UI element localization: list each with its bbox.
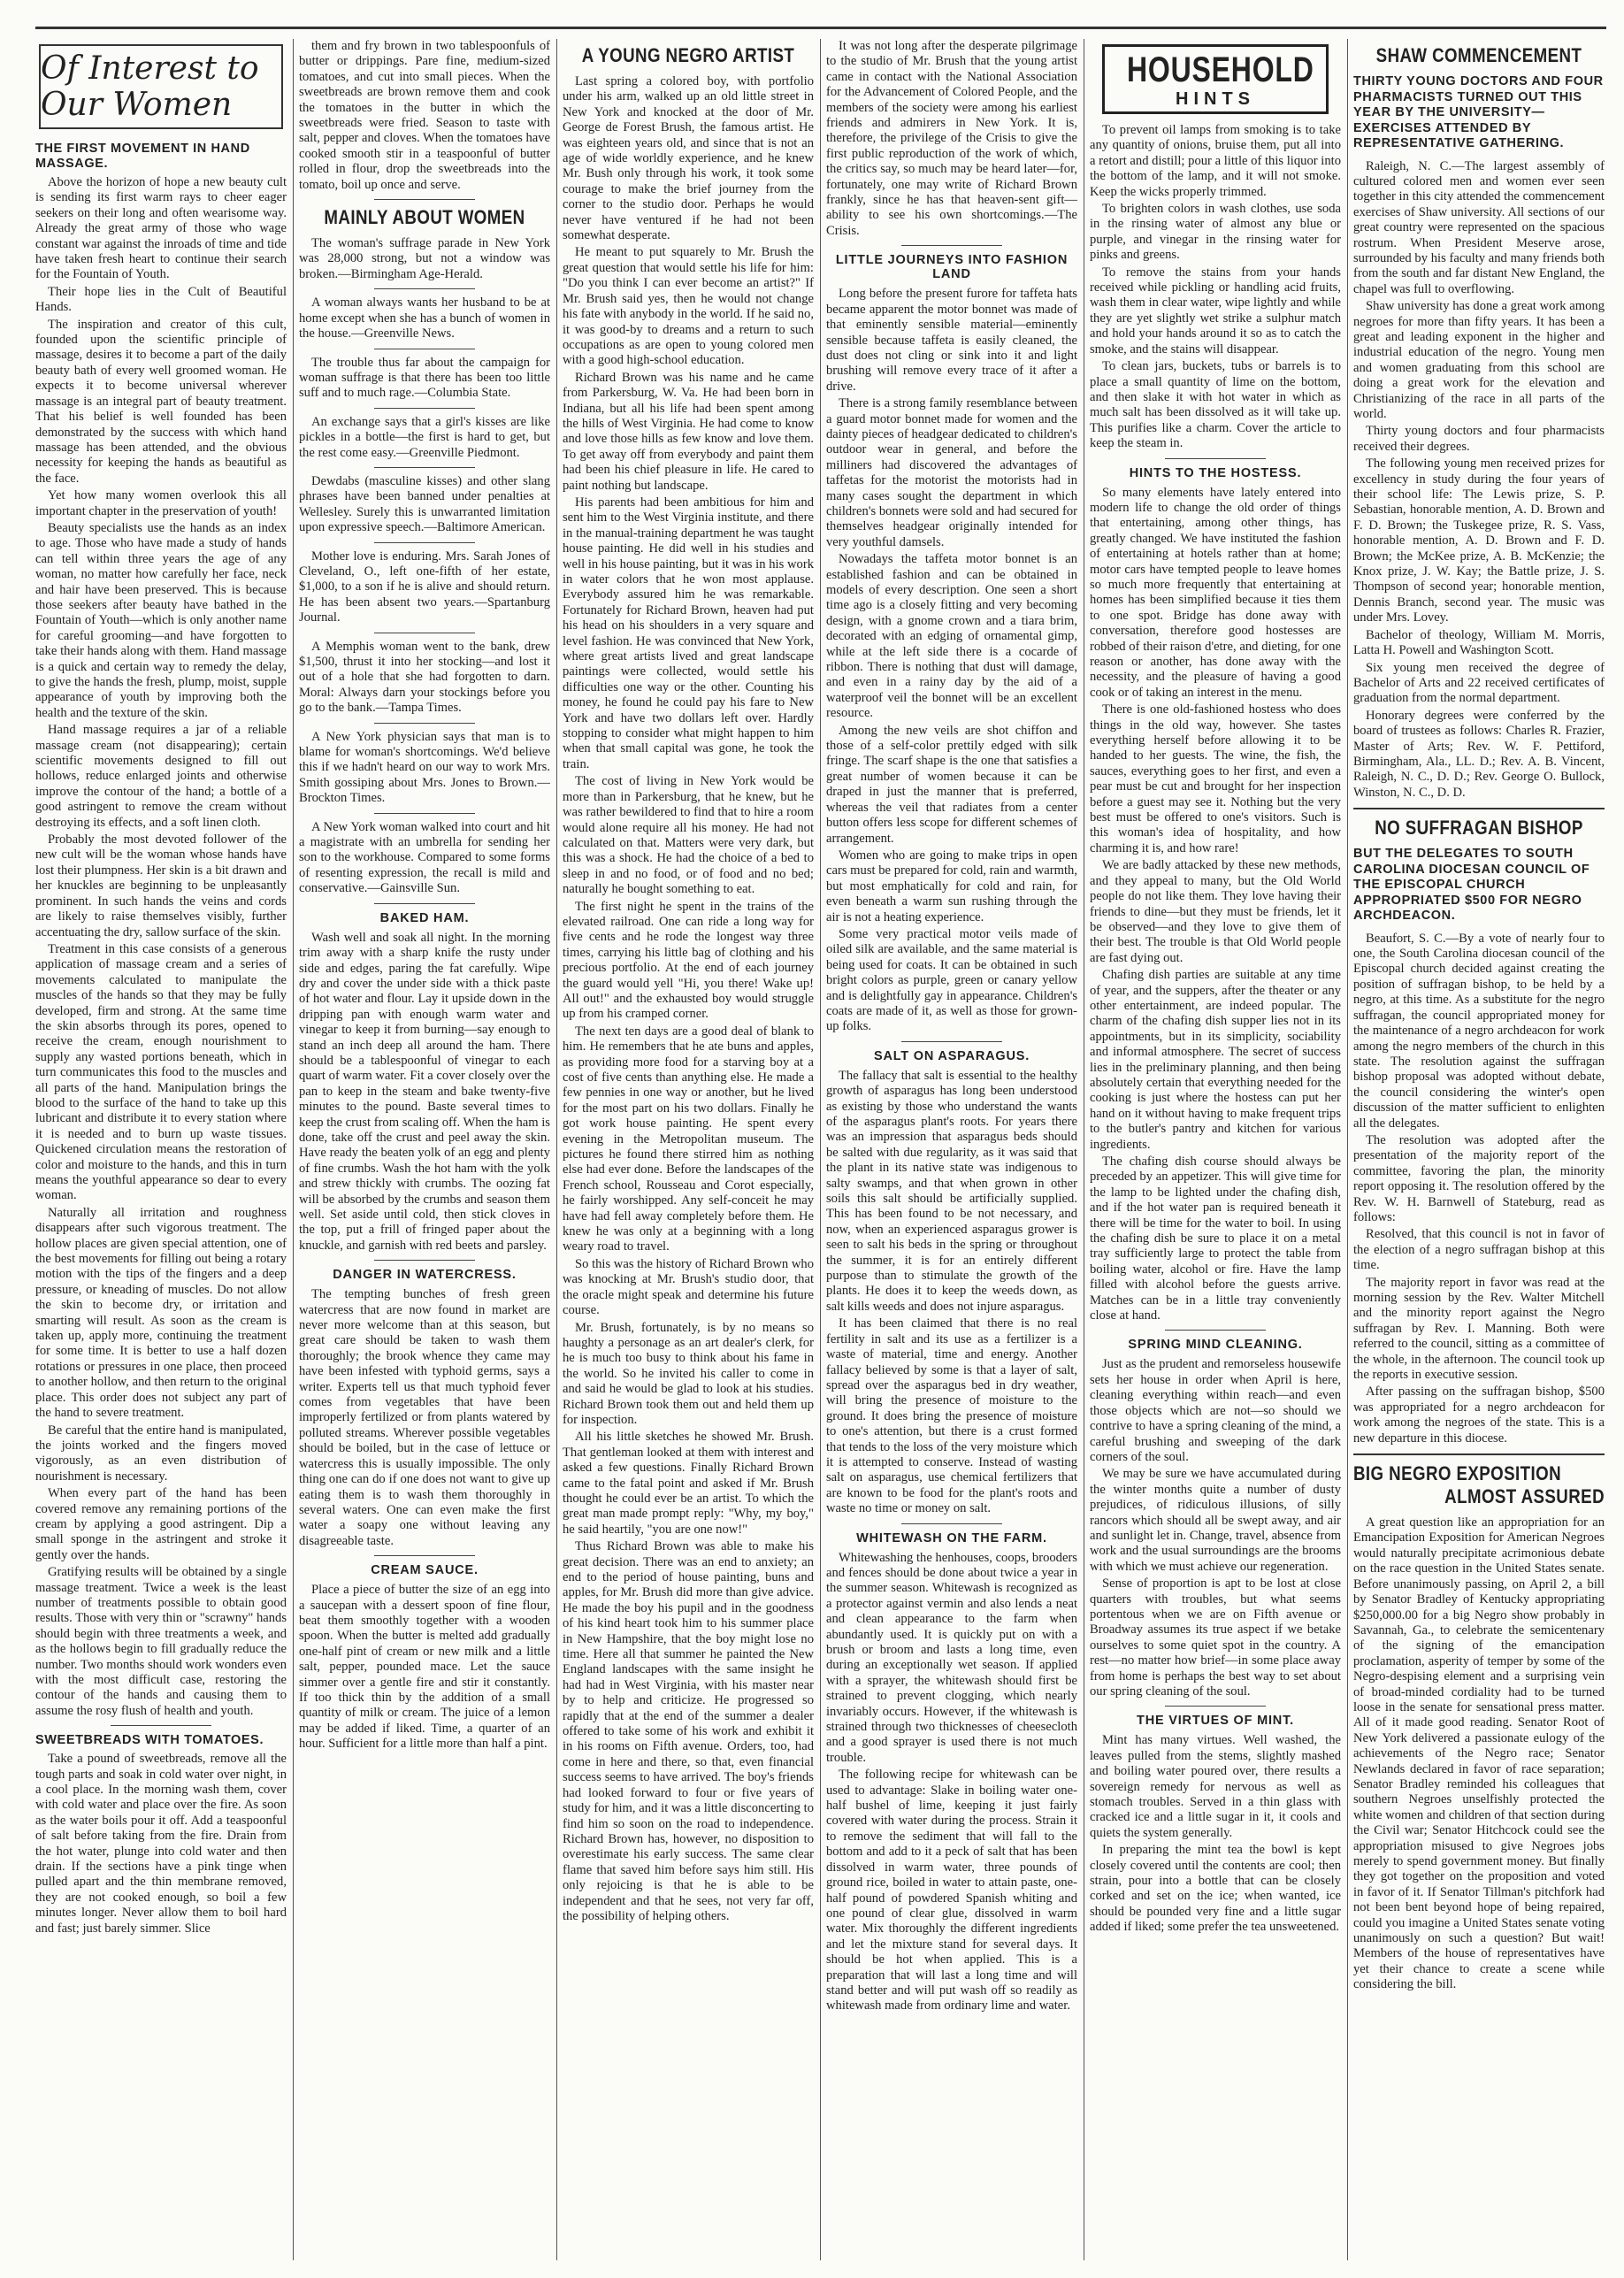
divider <box>1353 808 1605 809</box>
paragraph: Last spring a colored boy, with portfolio under his arm, walked up an old little street in New York and knocked at the door of Mr. George de Forest Brush, the famous artist. He was eighteen years old, and since that is not an age of wide worldly experience, and he knew Mr. Bush only through his work, it took some courage to make the brief journey from the corner to the studio door. Perhaps he would never have ventured if he had not been somewhat desperate. <box>563 74 814 243</box>
paragraph: To remove the stains from your hands received while pickling or handling acid fruits, wash them in clear water, wipe lightly and while they are yet slightly wet strike a sulphur match and hold your hands around it so as to catch the smoke, and the stains will disappear. <box>1090 265 1341 357</box>
item-divider <box>374 542 475 543</box>
paragraph: A woman always wants her husband to be at home except when she has a bunch of women in the house.—Greenville News. <box>299 295 550 341</box>
paragraph: The tempting bunches of fresh green watercress that are now found in market are never more welcome than at this season, but great care should be taken to wash them thoroughly; the brook whence they came may have been infested with typhoid germs, says a writer. Experts tell us that much typhoid fever comes from vegetables that have been improperly fertilized or from plants watered by polluted streams. Wherever possible vegetables should be boiled, but in the case of lettuce or watercress this is usually impossible. The only thing one can do if one does not want to give up eating them is to wash them thoroughly in several waters. One can even make the first water a soapy one without leaving any disagreeable taste. <box>299 1287 550 1548</box>
column-rule <box>293 39 294 2260</box>
paragraph: The resolution was adopted after the presentation of the majority report of the committee, favoring the plan, the minority report opposing it. The resolution offered by the Rev. W. H. Barnwell of Stateburg, read as follows: <box>1353 1132 1605 1224</box>
artist-continued <box>826 39 1077 239</box>
women-banner <box>39 44 283 129</box>
cream-sauce-body <box>299 1583 550 1752</box>
paragraph: Whitewashing the henhouses, coops, brooders and fences should be done about twice a year in the summer season. Whitewash is recognized as a protector against vermin and also lends a neat and clean appearance to the farm when abundantly used. It is quickly put on with a brush or broom and lasts a long time, even during an exceptionally wet season. If applied with a sprayer, the whitewash should first be strained to prevent clogging, which nearly invariably occurs. However, if the whitewash is strained through two thicknesses of cheesecloth and a good sprayer is used there is not much trouble. <box>826 1550 1077 1765</box>
item-divider <box>374 467 475 468</box>
paragraph: Shaw university has done a great work among negroes for more than fifty years. It has been a great and leading exponent in the higher and industrial education of the negro. Young men and women graduating from this school are doing a great work for the elevation and Christianizing of the race in all parts of the world. <box>1353 299 1605 421</box>
paragraph: A New York physician says that man is to blame for woman's shortcomings. We'd believe this if we hadn't heard on our way to work Mrs. Smith gossiping about Mrs. Jones to Brown.—Brockton Times. <box>299 729 550 806</box>
exposition-body <box>1353 1515 1605 1993</box>
paragraph: Treatment in this case consists of a generous application of massage cream and a series of movements calculated to manipulate the muscles of the hands so that they may be fully developed, firm and strong. At the same time the skin absorbs through its pores, opened to receive the cream, enough nourishment to supply any wasted portions beneath, which in turn communicates this food to the muscles and all parts of the hand. Manipulation brings the blood to the surface of the hand to take up this lubricant and distribute it to every station where it is needed and to burn up waste tissues. Quickened circulation means the restoration of color and moisture to the hands, and this in turn means the youthful appearance so dear to every woman. <box>35 941 287 1203</box>
paragraph: Richard Brown was his name and he came from Parkersburg, W. Va. He had been born in Indiana, but all his life had been spent among the hills of West Virginia. He had come to know and love those hills as few know and love them. To get away off from everybody and paint them had been his chief pleasure in life. He cared to paint nothing but landscape. <box>563 370 814 493</box>
paragraph: The majority report in favor was read at the morning session by the Rev. Walter Mitchell and the minority report against the Negro suffragan by Rev. I. Manning. Both were referred to the council, sitting as a committee of the whole, in the afternoon. The council took up the reports in executive session. <box>1353 1275 1605 1383</box>
paragraph: The fallacy that salt is essential to the healthy growth of asparagus has long been understood as existing by those who understand the wants of the asparagus plant's roots. For years there was an impression that asparagus beds should be salted with due regularity, as it was said that the plant in its native state was indigenous to salty swamps, and that when grown in other soils this salt should be artificially supplied. This has been found to be not necessary, and now, when an experienced asparagus grower is seen to salt his beds in the spring or throughout the summer, it is for an entirely different purpose than to stimulate the growth of the plants. He does it to keep the weeds down, as salt kills weeds and does not injure asparagus. <box>826 1068 1077 1314</box>
paragraph: A great question like an appropriation for an Emancipation Exposition for American Negroes would naturally precipitate acrimonious debate on the race question in the United States senate. Before unanimously passing, on April 2, a bill by Senator Bradley of Kentucky appropriating $250,000.00 for a big Negro show probably in Savannah, Ga., to celebrate the semicentenary of the signing of the emancipation proclamation, asperity of temper by some of the Negro-despising element and a surprising vein of broad-minded cordiality had to be turned loose in the senate for sensational press matter. All of it made good reading. Senator Root of New York delivered a passionate eulogy of the achievements of the Negro race; Senator Newlands declared in favor of race separation; Senator Bradley reminded his colleagues that southern Negroes unselfishly protected the white women and children of that section during the Civil war; Senator Hitchcock could see the appropriation misused to give Negroes jobs merely to spend government money. But finally they got together on the proposition and voted in favor of it. If Senator Tillman's pitchfork had not been bent beyond hope of being repaired, could you imagine a United States senate voting unanimously on such a question? But wait! Members of the house of representatives have yet their chance to create a scene while considering the bill. <box>1353 1515 1605 1992</box>
suffragan-bishop-title: NO SUFFRAGAN BISHOP <box>1375 817 1583 840</box>
paragraph: Six young men received the degree of Bachelor of Arts and 22 received certificates of graduation from the normal department. <box>1353 660 1605 706</box>
divider <box>374 199 475 200</box>
baked-ham-body <box>299 931 550 1254</box>
paragraph: When every part of the hand has been covered remove any remaining portions of the cream by applying a good astringent. Dip a small sponge in the astringent and stroke it gently over the hands. <box>35 1486 287 1562</box>
divider <box>1353 1453 1605 1455</box>
watercress-title: DANGER IN WATERCRESS. <box>333 1268 517 1283</box>
paragraph: Resolved, that this council is not in favor of the election of a negro suffragan bishop at this time. <box>1353 1227 1605 1273</box>
column-rule <box>820 39 821 2260</box>
paragraph: Long before the present furore for taffeta hats became apparent the motor bonnet was made of that eminently sensible material—eminently sensible because taffeta is easily cleaned, the dust does not cling or sink into it and light brushing will remove every trace of it after a drive. <box>826 287 1077 394</box>
divider <box>1165 1330 1266 1331</box>
household-hints-banner <box>1102 44 1329 114</box>
exposition-title-line2: ALMOST ASSURED <box>1444 1485 1605 1508</box>
column-rule <box>1347 39 1348 2260</box>
paragraph: Take a pound of sweetbreads, remove all the tough parts and soak in cold water over night, in a cool place. In the morning wash them, cover with cold water and place over the fire. As soon as the water boils pour it off. Add a teaspoonful of salt before taking from the fire. Drain from the hot water, plunge into cold water and then drain. If the sections have a pink tinge when pulled apart and the thin membrane removed, they are not cooked enough, so boil a few minutes longer. Never allow them to boil hard and fast; just barely simmer. Slice <box>35 1752 287 1936</box>
fashion-land-body <box>826 287 1077 1035</box>
women-banner-text: Of Interest to Our Women <box>41 50 259 123</box>
paragraph: So this was the history of Richard Brown who was knocking at Mr. Brush's studio door, that the oracle might speak and determine his future course. <box>563 1256 814 1318</box>
paragraph: Bachelor of theology, William M. Morris, Latta H. Powell and Washington Scott. <box>1353 627 1605 658</box>
paragraph: Raleigh, N. C.—The largest assembly of cultured colored men and women ever seen together in this city attended the commencement exercises of Shaw university. All sections of our great country were represented on the spacious rostrum. When President Meserve arose, surrounded by his faculty and many friends both from the south and far distant New England, the chapel was full to overflowing. <box>1353 158 1605 296</box>
column-2 <box>299 39 550 2260</box>
divider <box>1165 1706 1266 1707</box>
column-4 <box>826 39 1077 2260</box>
shaw-commencement-title: SHAW COMMENCEMENT <box>1375 44 1582 66</box>
paragraph: Thirty young doctors and four pharmacists received their degrees. <box>1353 424 1605 454</box>
paragraph: To prevent oil lamps from smoking is to take any quantity of onions, bruise them, put all into a retort and distill; pour a little of this liquor into the bottom of the lamp, and it will not smoke. Keep the wicks properly trimmed. <box>1090 123 1341 199</box>
paragraph: The chafing dish course should always be preceded by an appetizer. This will give time for the lamp to be lighted under the chafing dish, and if the hot water pan is required beneath it there will be time for the water to boil. In using the chafing dish be sure to place it on a metal tray sufficiently large to protect the table from boiling water, alcohol or fire. Have the lamp filled with alcohol before the guests arrive. Matches can be in a little tray conveniently close at hand. <box>1090 1154 1341 1323</box>
paragraph: Thus Richard Brown was able to make his great decision. There was an end to anxiety; an end to the period of house painting, buns and apples, for Mr. Brush did more than give advice. He made the boy his pupil and in the goodness of his kind heart took him to his summer place in New Hampshire, that the boy might lose no time. Here all that summer he painted the New England landscapes with the same insight he had had in West Virginia, with his master near by to help and criticize. He progressed so rapidly that at the end of the summer a dealer offered to take some of his work and exhibit it in his rooms on Fifth avenue. Orders, too, had come in here and there, so that, even financial success seems to have arrived. The boy's friends had looked forward to four or five years of study for him, and it was a little disconcerting to find him so soon on the road to independence. Richard Brown has, however, no disposition to overestimate his early success. The same clear flame that saved him before says him still. His only rejoicing is that he is able to be independent and that he sees, not very far off, the possibility of helping others. <box>563 1539 814 1923</box>
paragraph: A New York woman walked into court and hit a magistrate with an umbrella for sending her son to the workhouse. Compared to some forms of resenting expression, the recall is mild and conservative.—Gainsville Sun. <box>299 819 550 896</box>
paragraph: Just as the prudent and remorseless housewife sets her house in order when April is here, cleaning everything within reach—and even those objects which are not—so should we contrive to have a spring cleaning of the mind, a careful brushing and sweeping of the dark corners of the soul. <box>1090 1357 1341 1464</box>
hand-massage-body <box>35 175 287 1719</box>
paragraph: Be careful that the entire hand is manipulated, the joints worked and the fingers moved vigorously, as an even distribution of nourishment is necessary. <box>35 1423 287 1484</box>
divider <box>901 1041 1002 1042</box>
paragraph: In preparing the mint tea the bowl is kept closely covered until the contents are cool; then strain, pour into a bottle that can be closely corked and set on the ice; when wanted, ice should be pounded very fine and a little sugar added if liked; some prefer the tea unsweetened. <box>1090 1843 1341 1935</box>
whitewash-body <box>826 1551 1077 2014</box>
young-negro-artist-title: A YOUNG NEGRO ARTIST <box>581 44 795 66</box>
exposition-title-line1: BIG NEGRO EXPOSITION <box>1353 1462 1562 1485</box>
paragraph: There is one old-fashioned hostess who does things in the old way, however. She tastes everything herself before allowing it to be handed to her guests. The wine, the fish, the sauces, everything goes to her first, and even a pear must be cut and brought for her inspection before a guest may see it. Nothing but the very best must be offered to one's visitors. Such is this woman's idea of hospitality, and how charming it is, and how rare! <box>1090 702 1341 855</box>
paragraph: A Memphis woman went to the bank, drew $1,500, thrust it into her stocking—and lost it out of a hole that she had forgotten to darn. Moral: Always darn your stockings before you go to the bank.—Tampa Times. <box>299 639 550 716</box>
paragraph: The trouble thus far about the campaign for woman suffrage is that there has been too little suff and to much rage.—Columbia State. <box>299 355 550 401</box>
shaw-body <box>1353 159 1605 802</box>
paragraph: Their hope lies in the Cult of Beautiful Hands. <box>35 284 287 315</box>
paragraph: them and fry brown in two tablespoonfuls of butter or drippings. Pare fine, medium-sized tomatoes, and cut into small pieces. When the sweetbreads are brown remove them and cook the tomatoes in the butter in which the sweetbreads were fried. Season to taste with salt, pepper and cloves. When the tomatoes have cooked smooth stir in a teaspoonful of butter rolled in flour, drop the sweetbreads into the tomato, boil up once and serve. <box>299 39 550 192</box>
divider <box>374 1260 475 1261</box>
paragraph: Mother love is enduring. Mrs. Sarah Jones of Cleveland, O., left one-fifth of her estate, $1,000, to a son if he is alive and should return. He has been absent two years.—Spartanburg Journal. <box>299 548 550 625</box>
paragraph: Gratifying results will be obtained by a single massage treatment. Twice a week is the least number of treatments possible to obtain good results. Those with very thin or "scrawny" hands should begin with three treatments a week, and as the hollows begin to fill gradually reduce the number. Two months should work wonders even with the most difficult case, restoring the contour of the hands and causing them to assume the rosy flush of health and youth. <box>35 1565 287 1718</box>
item-divider <box>374 723 475 724</box>
column-rule <box>556 39 557 2260</box>
paragraph: His parents had been ambitious for him and sent him to the West Virginia institute, and there in the manual-training department he was taught house painting. He did well in his studies and well in his house painting, but it was in his work in water colors that he won most applause. Everybody assured him he was remarkable. Fortunately for Richard Brown, heaven had put his head on his shoulders in a very square and level fashion. He was convinced that New York, where great artists lived and great landscape paintings were collected, would settle his difficulties one way or the other. Counting his money, he found he could pay his fare to New York and have two dollars left over. Hardly stopping to consider what might happen to him when that small capital was gone, he took the train. <box>563 495 814 771</box>
divider <box>374 1555 475 1556</box>
paragraph: Honorary degrees were conferred by the board of trustees as follows: Charles R. Frazier, Master of Arts; Rev. W. F. Pettiford, Birmingham, Ala., LL. D.; Rev. A. B. Vincent, Raleigh, N. C., D. D.; Rev. George O. Bullock, Winston, N. C., D. D. <box>1353 708 1605 800</box>
shaw-deck: THIRTY YOUNG DOCTORS AND FOUR PHARMACISTS TURNED OUT THIS YEAR BY THE UNIVERSITY—EXERCISES ATTENDED BY REPRESENTATIVE GATHERING. <box>1353 74 1604 150</box>
divider <box>374 903 475 904</box>
paragraph: We are badly attacked by these new methods, and they appeal to many, but the Old World people do not like them. They love having their friends to dine—but they must be friends, let it be observed—and they love to give them of their best. The trouble is that Old World people are fast dying out. <box>1090 858 1341 965</box>
hostess-body <box>1090 486 1341 1324</box>
mint-body <box>1090 1733 1341 1935</box>
paragraph: He meant to put squarely to Mr. Brush the great question that would settle his life for him: "Do you think I can ever become an artist?" If Mr. Brush said yes, then he would not change his fate with anybody in the world. If he said no, it was good-by to dreams and a return to such occupations as are open to young colored men with a good high-school education. <box>563 245 814 368</box>
item-divider <box>374 408 475 409</box>
paragraph: Mr. Brush, fortunately, is by no means so haughty a personage as an art dealer's clerk, for he is much too busy to think about his fame in the world. So he invited his caller to come in and said he would be glad to look at his studies. Richard Brown took them out and held them up for inspection. <box>563 1320 814 1427</box>
paragraph: Naturally all irritation and roughness disappears after such vigorous treatment. The hollow places are given special attention, one of the best movements for filling out being a rotary motion with the tips of the fingers and a deep pressure, or kneading of muscles. Do not allow the skin to become dry, or irritation and smarting will result. As soon as the cream is taken up, apply more, continuing the treatment for some time. It is better to use a half dozen rotations or pressures in one place, then proceed to another hollow, and then return to the original place. This order does not subject any part of the hand to severe treatment. <box>35 1205 287 1421</box>
paragraph: It was not long after the desperate pilgrimage to the studio of Mr. Brush that the young artist came in contact with the National Association for the Advancement of Colored People, and the members of the society were among his earliest friends and admirers in New York. It is, therefore, the privilege of the Crisis to give the first public reproduction of the work of which, the critics say, so much may be heard later—for, fortunately, one may write of Richard Brown frankly, since he has that heaven-sent gift—ability to see his own shortcomings.—The Crisis. <box>826 39 1077 238</box>
paragraph: Women who are going to make trips in open cars must be prepared for cold, rain and warmth, but most emphatically for cold and rain, for even beneath a warm sun rushing through the air is not a heating experience. <box>826 848 1077 924</box>
young-negro-artist-body <box>563 74 814 1924</box>
paragraph: Sense of proportion is apt to be lost at close quarters with troubles, but what seems portentous when we are on Fifth avenue or Broadway assumes its true aspect if we betake ourselves to some quiet spot in the country. A rest—no matter how brief—in some place away from home is perhaps the best way to set about our spring cleaning of the soul. <box>1090 1576 1341 1699</box>
item-divider <box>374 813 475 814</box>
sweetbreads-body <box>35 1752 287 1937</box>
column-6 <box>1353 39 1605 2260</box>
top-rule <box>35 27 1606 29</box>
mainly-about-women-body <box>299 236 550 897</box>
hints-word: HINTS <box>1176 89 1255 109</box>
baked-ham-title: BAKED HAM. <box>379 910 470 925</box>
household-word: HOUSEHOLD <box>1127 50 1314 89</box>
paragraph: Beaufort, S. C.—By a vote of nearly four to one, the South Carolina diocesan council of the Episcopal church decided against creating the position of suffragan bishop, to be held by a negro, at this time. As a substitute for the negro suffragan, the council appropriated money for the maintenance of a negro archdeacon for work among the negro members of the church in this state. The resolution against the suffragan bishop proposal was adopted without debate, the council considering the winter's open discussion of the matter sufficient to enlighten all the delegates. <box>1353 931 1605 1131</box>
paragraph: To brighten colors in wash clothes, use soda in the rinsing water of almost any blue or purple, and vinegar in the rinsing water for pinks and greens. <box>1090 202 1341 263</box>
sweetbreads-title: SWEETBREADS WITH TOMATOES. <box>35 1733 264 1748</box>
paragraph: All his little sketches he showed Mr. Brush. That gentleman looked at them with interest and asked a few questions. Finally Richard Brown came to the fatal point and asked if Mr. Brush thought he could ever be an artist. To which the great man made prompt reply: "Why, my boy," he said heartily, "you are one now!" <box>563 1430 814 1537</box>
divider <box>901 1523 1002 1524</box>
paragraph: The first night he spent in the trains of the elevated railroad. One can ride a long way for five cents and he rode the longest way three times, carrying his little bag of clothing and his precious portfolio. At the end of each journey the guard would yell "Hi, you there! Wake up! All out!" and the exhausted boy would struggle up from his cramped corner. <box>563 899 814 1022</box>
salt-asparagus-body <box>826 1069 1077 1517</box>
hostess-title: HINTS TO THE HOSTESS. <box>1129 465 1302 480</box>
divider <box>111 1725 211 1726</box>
spring-cleaning-title: SPRING MIND CLEANING. <box>1128 1338 1303 1353</box>
paragraph: The inspiration and creator of this cult, founded upon the scientific principle of massage, desires it to become a part of the daily beauty bath of every well groomed woman. He expects it to become universal wherever massage is an integral part of beauty treatment. That his belief is well founded has been demonstrated by the success with which hand massage has been attended, and the obvious necessity for keeping the hands as beautiful as the face. <box>35 317 287 486</box>
paragraph: We may be sure we have accumulated during the winter months quite a number of dusty prejudices, of ridiculous illusions, of silly rancors which should all be swept away, and air and sunlight let in. Change, travel, absence from work and the usual surroundings are the brooms with which we must achieve our regeneration. <box>1090 1467 1341 1574</box>
cream-sauce-title: CREAM SAUCE. <box>371 1563 479 1578</box>
paragraph: Wash well and soak all night. In the morning trim away with a sharp knife the rusty under side and edges, paring the fat carefully. Wipe dry and cover the under side with a thick paste of hot water and flour. Lay it upside down in the dripping pan with enough warm water and vinegar to keep it from burning—say enough to stand an inch deep all around the ham. There should be a tablespoonful of vinegar to each quart of warm water. Fit a cover closely over the pan to keep in the steam and bake twenty-five minutes to the pound. Baste several times to keep the crust from scaling off. When the ham is done, take off the crust and peel away the skin. Have ready the beaten yolk of an egg and plenty of fine crumbs. Wash the hot ham with the yolk and strew thickly with crumbs. The oozing fat will be absorbed by the crumbs and season them well. Set aside until cold, then stick cloves in the top, put a frill of fringed paper about the knuckle, and garnish with red beets and parsley. <box>299 930 550 1253</box>
household-hints-body <box>1090 123 1341 452</box>
paragraph: Above the horizon of hope a new beauty cult is sending its first warm rays to cheer eager seekers on their long and often wearisome way. Already the great army of those who wage constant war against the inroads of time and tide have taken fresh heart to continue their search for the Fountain of Youth. <box>35 175 287 282</box>
column-1 <box>35 39 287 2260</box>
spring-cleaning-body <box>1090 1357 1341 1699</box>
paragraph: Nowadays the taffeta motor bonnet is an established fashion and can be obtained in models of every description. One seen a short time ago is a closely fitting and very becoming design, with a gnome crown and a tiara brim, decorated with an edging of ornamental gimp, while at the left side there is a cocarde of ribbon. There is nothing that dust will damage, and even in a rainy day by the aid of a waterproof veil the bonnet will be an excellent resource. <box>826 552 1077 721</box>
paragraph: Place a piece of butter the size of an egg into a saucepan with a dessert spoon of fine flour, beat them smoothly together with a wooden spoon. When the butter is melted add gradually one-half pint of cream or new milk and a little salt, pepper, pounded mace. Let the sauce simmer over a gentle fire and stir it constantly. If too thick thin by the addition of a small quantity of milk or cream. The juice of a lemon may be added if liked. Time, a quarter of an hour. Sufficient for a little more than half a pint. <box>299 1583 550 1752</box>
paragraph: The next ten days are a good deal of blank to him. He remembers that he ate buns and apples, as providing more food for a starving boy at a cost of five cents than anything else. He made a few pennies in one way or another, but he lived for the most part on his two dollars. Finally he got work house painting. He spent every evening in the Metropolitan museum. The pictures he found there stirred him as nothing else had ever done. Before the landscapes of the French school, Rousseau and Corot especially, he fairly worshipped. Any self-conceit he may have had fell away completely before them. He knew he was only at a beginning with a long weary road to travel. <box>563 1024 814 1254</box>
paragraph: So many elements have lately entered into modern life to change the old order of things that entertaining, among other things, has greatly changed. We have instituted the fashion of entertaining at hotels rather than at home; motor cars have tempted people to leave homes so much more frequently that entertaining at homes has been simplified because it ties them to one spot. Bridge has done away with conversation, therefore good hostesses are robbed of their raison d'etre, and dieting, for one reason or another, has done away with the necessity, and the pleasure of having a good cook or of taking an interest in the menu. <box>1090 485 1341 700</box>
paragraph: Beauty specialists use the hands as an index to age. Those who have made a study of hands can tell within three years the age of any woman, no matter how carefully her face, neck and hair have been preserved. This is because those seekers after beauty have bathed in the Fountain of Youth—which is only another name for careful grooming—and have forgotten to take their hands along with them. Hand massage is a quick and certain way to remedy the delay, to give the hands the fresh, plump, moist, supple appearance of youth by improving both the health and the texture of the skin. <box>35 520 287 720</box>
paragraph: Dewdabs (masculine kisses) and other slang phrases have been banned under penalties at Wellesley. Surely this is unwarranted limitation upon expressive speech.—Baltimore American. <box>299 473 550 535</box>
mint-title: THE VIRTUES OF MINT. <box>1137 1714 1294 1729</box>
paragraph: The cost of living in New York would be more than in Parkersburg, that he knew, but he was rather bewildered to find that to hire a room would alone require all his money. He had not calculated on that. Matters were very dark, but this was a shock. He had the choice of a bed to sleep in and no food, or of food and no bed; naturally he bought something to eat. <box>563 774 814 897</box>
paragraph: To clean jars, buckets, tubs or barrels is to place a small quantity of lime on the bottom, and then slake it with hot water in which as much salt has been dissolved as it will take up. This purifies like a charm. Cover the article to keep the steam in. <box>1090 359 1341 451</box>
paragraph: After passing on the suffragan bishop, $500 was appropriated for a negro archdeacon for work among the negroes of the state. This is a new departure in this diocese. <box>1353 1384 1605 1446</box>
paragraph: Hand massage requires a jar of a reliable massage cream (not disappearing); certain scientific movements designed to fill out hollows, reduce enlarged joints and otherwise improve the contour of the hand; a bottle of a good astringent to remove the cream without destroying its effects, and a soft linen cloth. <box>35 723 287 830</box>
whitewash-title: WHITEWASH ON THE FARM. <box>856 1530 1047 1546</box>
item-divider <box>374 288 475 289</box>
salt-asparagus-title: SALT ON ASPARAGUS. <box>873 1048 1030 1063</box>
paragraph: There is a strong family resemblance between a guard motor bonnet made for women and the dainty pieces of headgear dedicated to children's outdoor wear in general, and before the milliners had discovered the advantages of taffetas for the motorist the motorists had in many cases sought the department in which children's bonnets were sold and had secured for themselves headgear originally intended for very youthful damsels. <box>826 396 1077 549</box>
column-5 <box>1090 39 1341 2260</box>
paragraph: Among the new veils are shot chiffon and those of a self-color prettily edged with silk fringe. The scarf shape is the one that satisfies a great number of women because it can be draped in just the manner that is preferred, whereas the veil that radiates from a center button offers less scope for different schemes of arrangement. <box>826 723 1077 846</box>
paragraph: Yet how many women overlook this all important chapter in the preservation of youth! <box>35 488 287 518</box>
bishop-body <box>1353 932 1605 1446</box>
paragraph: The woman's suffrage parade in New York was 28,000 strong, but not a window was broken.—Birmingham Age-Herald. <box>299 236 550 281</box>
mainly-about-women-title: MAINLY ABOUT WOMEN <box>324 206 525 229</box>
paragraph: Chafing dish parties are suitable at any time of year, and the suppers, after the theater or any other entertainment, are indeed popular. The charm of the chafing dish supper lies not in its appointments, but in its simplicity, sociability and informal atmosphere. The secret of success lies in the preliminary planning, and then being absolutely certain that everything needed for the cooking is just where the hostess can put her hand on it without having to make frequent trips to the butler's pantry and kitchen for various ingredients. <box>1090 968 1341 1152</box>
hand-massage-title: THE FIRST MOVEMENT IN HAND MASSAGE. <box>35 142 250 171</box>
paragraph: An exchange says that a girl's kisses are like pickles in a bottle—the first is hard to get, but the rest come easy.—Greenville Piedmont. <box>299 414 550 460</box>
paragraph: The following recipe for whitewash can be used to advantage: Slake in boiling water one-half bushel of lime, keeping it just fairly covered with water during the process. Strain it to remove the sediment that will fall to the bottom and add to it a peck of salt that has been dissolved in warm water, three pounds of ground rice, boiled in water to attain paste, one-half pound of powdered Spanish whiting and one pound of clear glue, dissolved in warm water. Mix thoroughly the different ingredients and let the mixture stand for several days. It should be hot when applied. This is a preparation that will last a long time and will stand better and will put wash off so readily as whitewash made from ordinary lime and water. <box>826 1768 1077 2013</box>
paragraph: Mint has many virtues. Well washed, the leaves pulled from the stems, slightly mashed and boiling water poured over, there results a sovereign remedy for nervous as well as stomach troubles. Served in a thin glass with cracked ice and a little sugar in it, it cools and quiets the system generally. <box>1090 1733 1341 1840</box>
bishop-deck: BUT THE DELEGATES TO SOUTH CAROLINA DIOCESAN COUNCIL OF THE EPISCOPAL CHURCH APPROPRIATED $500 FOR NEGRO ARCHDEACON. <box>1353 847 1590 924</box>
paragraph: Probably the most devoted follower of the new cult will be the woman whose hands have lost their plumpness. Her skin is a bit drawn and her knuckles are beginning to be unpleasantly prominent. In such hands the veins and cords are likely to raise themselves visibly, further accentuating the dry, sallow surface of the skin. <box>35 832 287 940</box>
divider <box>901 245 1002 246</box>
paragraph: It has been claimed that there is no real fertility in salt and its use as a fertilizer is a waste of material, time and energy. Another fallacy believed by some is that a layer of salt, spread over the asparagus bed in dry weather, will bring the presence of moisture to the ground. It does bring the presence of moisture to one's attention, but there is a crust formed that tends to the loss of the very moisture which it is attempted to conserve. Instead of wasting salt on asparagus, use chemical fertilizers that are known to be food for the plant's roots and waste no time or money on salt. <box>826 1316 1077 1516</box>
paragraph: Some very practical motor veils made of oiled silk are available, and the same material is being used for coats. It can be obtained in such bright colors as purple, green or canary yellow and is delightfully gay in appearance. Children's coats are made of it, as well as those for grown-up folks. <box>826 926 1077 1034</box>
divider <box>1165 458 1266 459</box>
fashion-land-title: LITTLE JOURNEYS INTO FASHION LAND <box>835 253 1069 282</box>
paragraph: The following young men received prizes for excellency in study during the four years of their school life: The Lewis prize, S. P. Sebastian, honorable mention, A. D. Brown and F. D. Brown; the Tuskegee prize, R. S. Vass, honorable mention, A. D. Brown and F. D. Brown; the McKee prize, A. B. McKenzie; the Knox prize, J. W. Kay; the Battle prize, J. S. Thompson of second year; honorable mention, Dennis Branch, second year. The music was under Mrs. Lovey. <box>1353 456 1605 625</box>
column-3 <box>563 39 814 2260</box>
sweetbreads-continued <box>299 39 550 193</box>
watercress-body <box>299 1287 550 1549</box>
